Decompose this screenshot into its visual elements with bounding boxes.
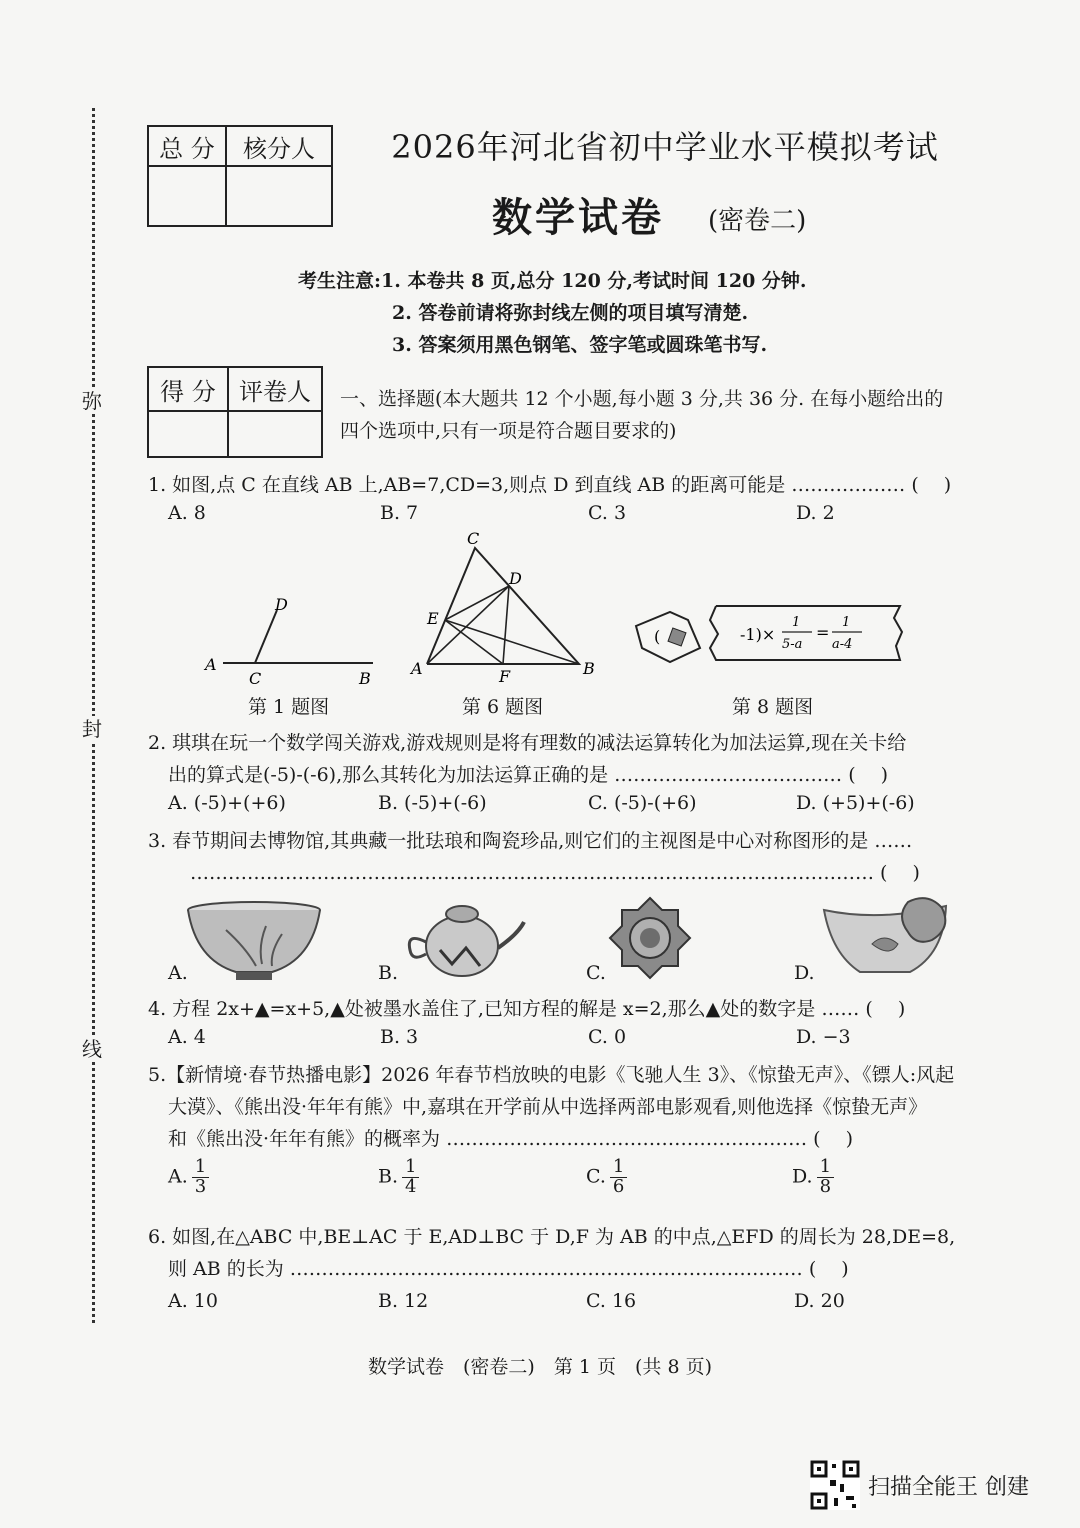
q5-option-d-label: D. <box>792 1165 813 1188</box>
figure-6-caption: 第 6 题图 <box>462 696 544 718</box>
q5-option-b-label: B. <box>378 1165 399 1188</box>
fig1-label-c: C <box>249 669 262 688</box>
q5-text-line2: 大漠》、《熊出没·年年有熊》中,嘉琪在开学前从中选择两部电影观看,则他选择《惊蛰无声》 <box>168 1096 928 1118</box>
figure-8-caption: 第 8 题图 <box>732 696 814 718</box>
q6-option-c[interactable]: C. 16 <box>586 1290 637 1312</box>
fig6-label-b: B <box>583 659 595 678</box>
fig6-label-f: F <box>499 667 511 686</box>
q5-option-a-label: A. <box>168 1165 188 1188</box>
q5-option-d[interactable] <box>792 1158 834 1197</box>
q5-text-line3: 和《熊出没·年年有熊》的概率为 ………………………………………………… ( ) <box>168 1128 853 1150</box>
q3-option-a[interactable]: A. <box>168 962 188 984</box>
q5-option-c-num: 1 <box>610 1158 627 1178</box>
figure-8 <box>630 598 910 668</box>
q6-text-line1: 6. 如图,在△ABC 中,BE⊥AC 于 E,AD⊥BC 于 D,F 为 AB 的中点,△EFD 的周长为 28,DE=8, <box>148 1226 956 1248</box>
q5-option-a[interactable] <box>168 1158 209 1197</box>
q5-option-c[interactable] <box>586 1158 627 1197</box>
q5-option-b-num: 1 <box>402 1158 419 1178</box>
q5-text-line1: 5.【新情境·春节热播电影】2026 年春节档放映的电影《飞驰人生 3》、《惊蛰无声》、《镖人:风起 <box>148 1064 955 1086</box>
q3-option-d[interactable]: D. <box>794 962 815 984</box>
q5-option-b[interactable] <box>378 1158 419 1197</box>
q5-option-c-label: C. <box>586 1165 606 1188</box>
fig8-expr-left: -1)× <box>740 625 776 644</box>
notice-line-2: 2. 答卷前请将弥封线左侧的项目填写清楚. <box>392 302 749 324</box>
section-score-header: 得 分 <box>148 367 228 411</box>
checker-cell[interactable] <box>226 166 332 226</box>
q1-option-d[interactable]: D. 2 <box>796 502 835 524</box>
q4-option-d[interactable]: D. −3 <box>796 1026 851 1048</box>
q5-option-a-num: 1 <box>192 1158 209 1178</box>
volume-label: (密卷二) <box>708 206 807 236</box>
fig1-label-a: A <box>205 655 217 674</box>
grader-cell[interactable] <box>228 411 322 457</box>
fig6-label-c: C <box>467 529 480 548</box>
fig8-den1: 5-a <box>782 637 803 652</box>
fig6-label-e: E <box>427 609 439 628</box>
q2-text-line2: 出的算式是(-5)-(-6),那么其转化为加法运算正确的是 ……………………………… ( ) <box>168 764 889 786</box>
flower-bowl-image <box>820 892 960 984</box>
q5-option-a-den: 3 <box>194 1175 207 1197</box>
page-footer: 数学试卷 (密卷二) 第 1 页 (共 8 页) <box>368 1356 712 1378</box>
q6-option-d[interactable]: D. 20 <box>794 1290 845 1312</box>
fig8-num1: 1 <box>792 615 801 630</box>
q1-option-c[interactable]: C. 3 <box>588 502 627 524</box>
fig1-label-d: D <box>275 595 288 614</box>
q3-text-line1: 3. 春节期间去博物馆,其典藏一批珐琅和陶瓷珍品,则它们的主视图是中心对称图形的是 …… <box>148 830 913 852</box>
scanner-watermark: 扫描全能王 创建 <box>868 1475 1029 1500</box>
q3-option-c[interactable]: C. <box>586 962 606 984</box>
bowl-image <box>186 900 326 982</box>
exam-title: 2026年河北省初中学业水平模拟考试 <box>391 128 939 166</box>
section-score-cell[interactable] <box>148 411 228 457</box>
q4-option-b[interactable]: B. 3 <box>380 1026 419 1048</box>
enamel-plate-image <box>608 896 692 980</box>
subject-title: 数学试卷 <box>492 194 664 241</box>
total-score-header: 总 分 <box>148 126 226 166</box>
q2-option-c[interactable]: C. (-5)-(+6) <box>588 792 697 814</box>
fig6-label-d: D <box>509 569 522 588</box>
q2-option-a[interactable]: A. (-5)+(+6) <box>168 792 286 814</box>
fig8-paren: ( <box>654 627 661 646</box>
q2-option-b[interactable]: B. (-5)+(-6) <box>378 792 487 814</box>
fig1-label-b: B <box>359 669 371 688</box>
section-score-table <box>147 366 323 458</box>
seal-char-mi: 弥 <box>79 388 105 414</box>
fig8-num2: 1 <box>842 615 851 630</box>
q1-text: 1. 如图,点 C 在直线 AB 上,AB=7,CD=3,则点 D 到直线 AB 的距离可能是 ……………… ( ) <box>148 474 952 496</box>
grader-header: 评卷人 <box>228 367 322 411</box>
q1-option-b[interactable]: B. 7 <box>380 502 419 524</box>
q1-option-a[interactable]: A. 8 <box>168 502 206 524</box>
q2-text-line1: 2. 琪琪在玩一个数学闯关游戏,游戏规则是将有理数的减法运算转化为加法运算,现在关卡给 <box>148 732 907 754</box>
figure-1-caption: 第 1 题图 <box>248 696 330 718</box>
total-score-cell[interactable] <box>148 166 226 226</box>
q4-option-a[interactable]: A. 4 <box>168 1026 206 1048</box>
q4-option-c[interactable]: C. 0 <box>588 1026 627 1048</box>
q5-option-d-den: 8 <box>819 1175 832 1197</box>
q3-text-line2: ……………………………………………………………………………………………… ( ) <box>190 862 920 884</box>
q6-option-b[interactable]: B. 12 <box>378 1290 429 1312</box>
qr-code-icon <box>810 1460 860 1510</box>
q2-option-d[interactable]: D. (+5)+(-6) <box>796 792 915 814</box>
fig8-den2: a-4 <box>832 637 853 652</box>
q4-text: 4. 方程 2x+▲=x+5,▲处被墨水盖住了,已知方程的解是 x=2,那么▲处的数字是 …… ( ) <box>148 998 906 1020</box>
q6-option-a[interactable]: A. 10 <box>168 1290 218 1312</box>
section1-heading-line1: 一、选择题(本大题共 12 个小题,每小题 3 分,共 36 分. 在每小题给出的 <box>340 388 944 410</box>
figure-1 <box>195 590 395 690</box>
seal-char-feng: 封 <box>79 716 105 742</box>
section1-heading-line2: 四个选项中,只有一项是符合题目要求的) <box>340 420 677 442</box>
fig6-label-a: A <box>411 659 423 678</box>
seal-char-xian: 线 <box>79 1036 105 1062</box>
q3-option-b[interactable]: B. <box>378 962 399 984</box>
q5-option-b-den: 4 <box>405 1175 417 1197</box>
fig8-equals: = <box>816 623 830 642</box>
figure-6 <box>405 528 605 688</box>
q5-option-d-num: 1 <box>817 1158 834 1178</box>
q6-text-line2: 则 AB 的长为 ……………………………………………………………………… ( ) <box>168 1258 849 1280</box>
notice-line-3: 3. 答案须用黑色钢笔、签字笔或圆珠笔书写. <box>392 334 768 356</box>
q5-option-c-den: 6 <box>612 1175 625 1197</box>
teapot-image <box>400 892 530 982</box>
checker-header: 核分人 <box>226 126 332 166</box>
notice-line-1: 考生注意:1. 本卷共 8 页,总分 120 分,考试时间 120 分钟. <box>298 270 807 292</box>
